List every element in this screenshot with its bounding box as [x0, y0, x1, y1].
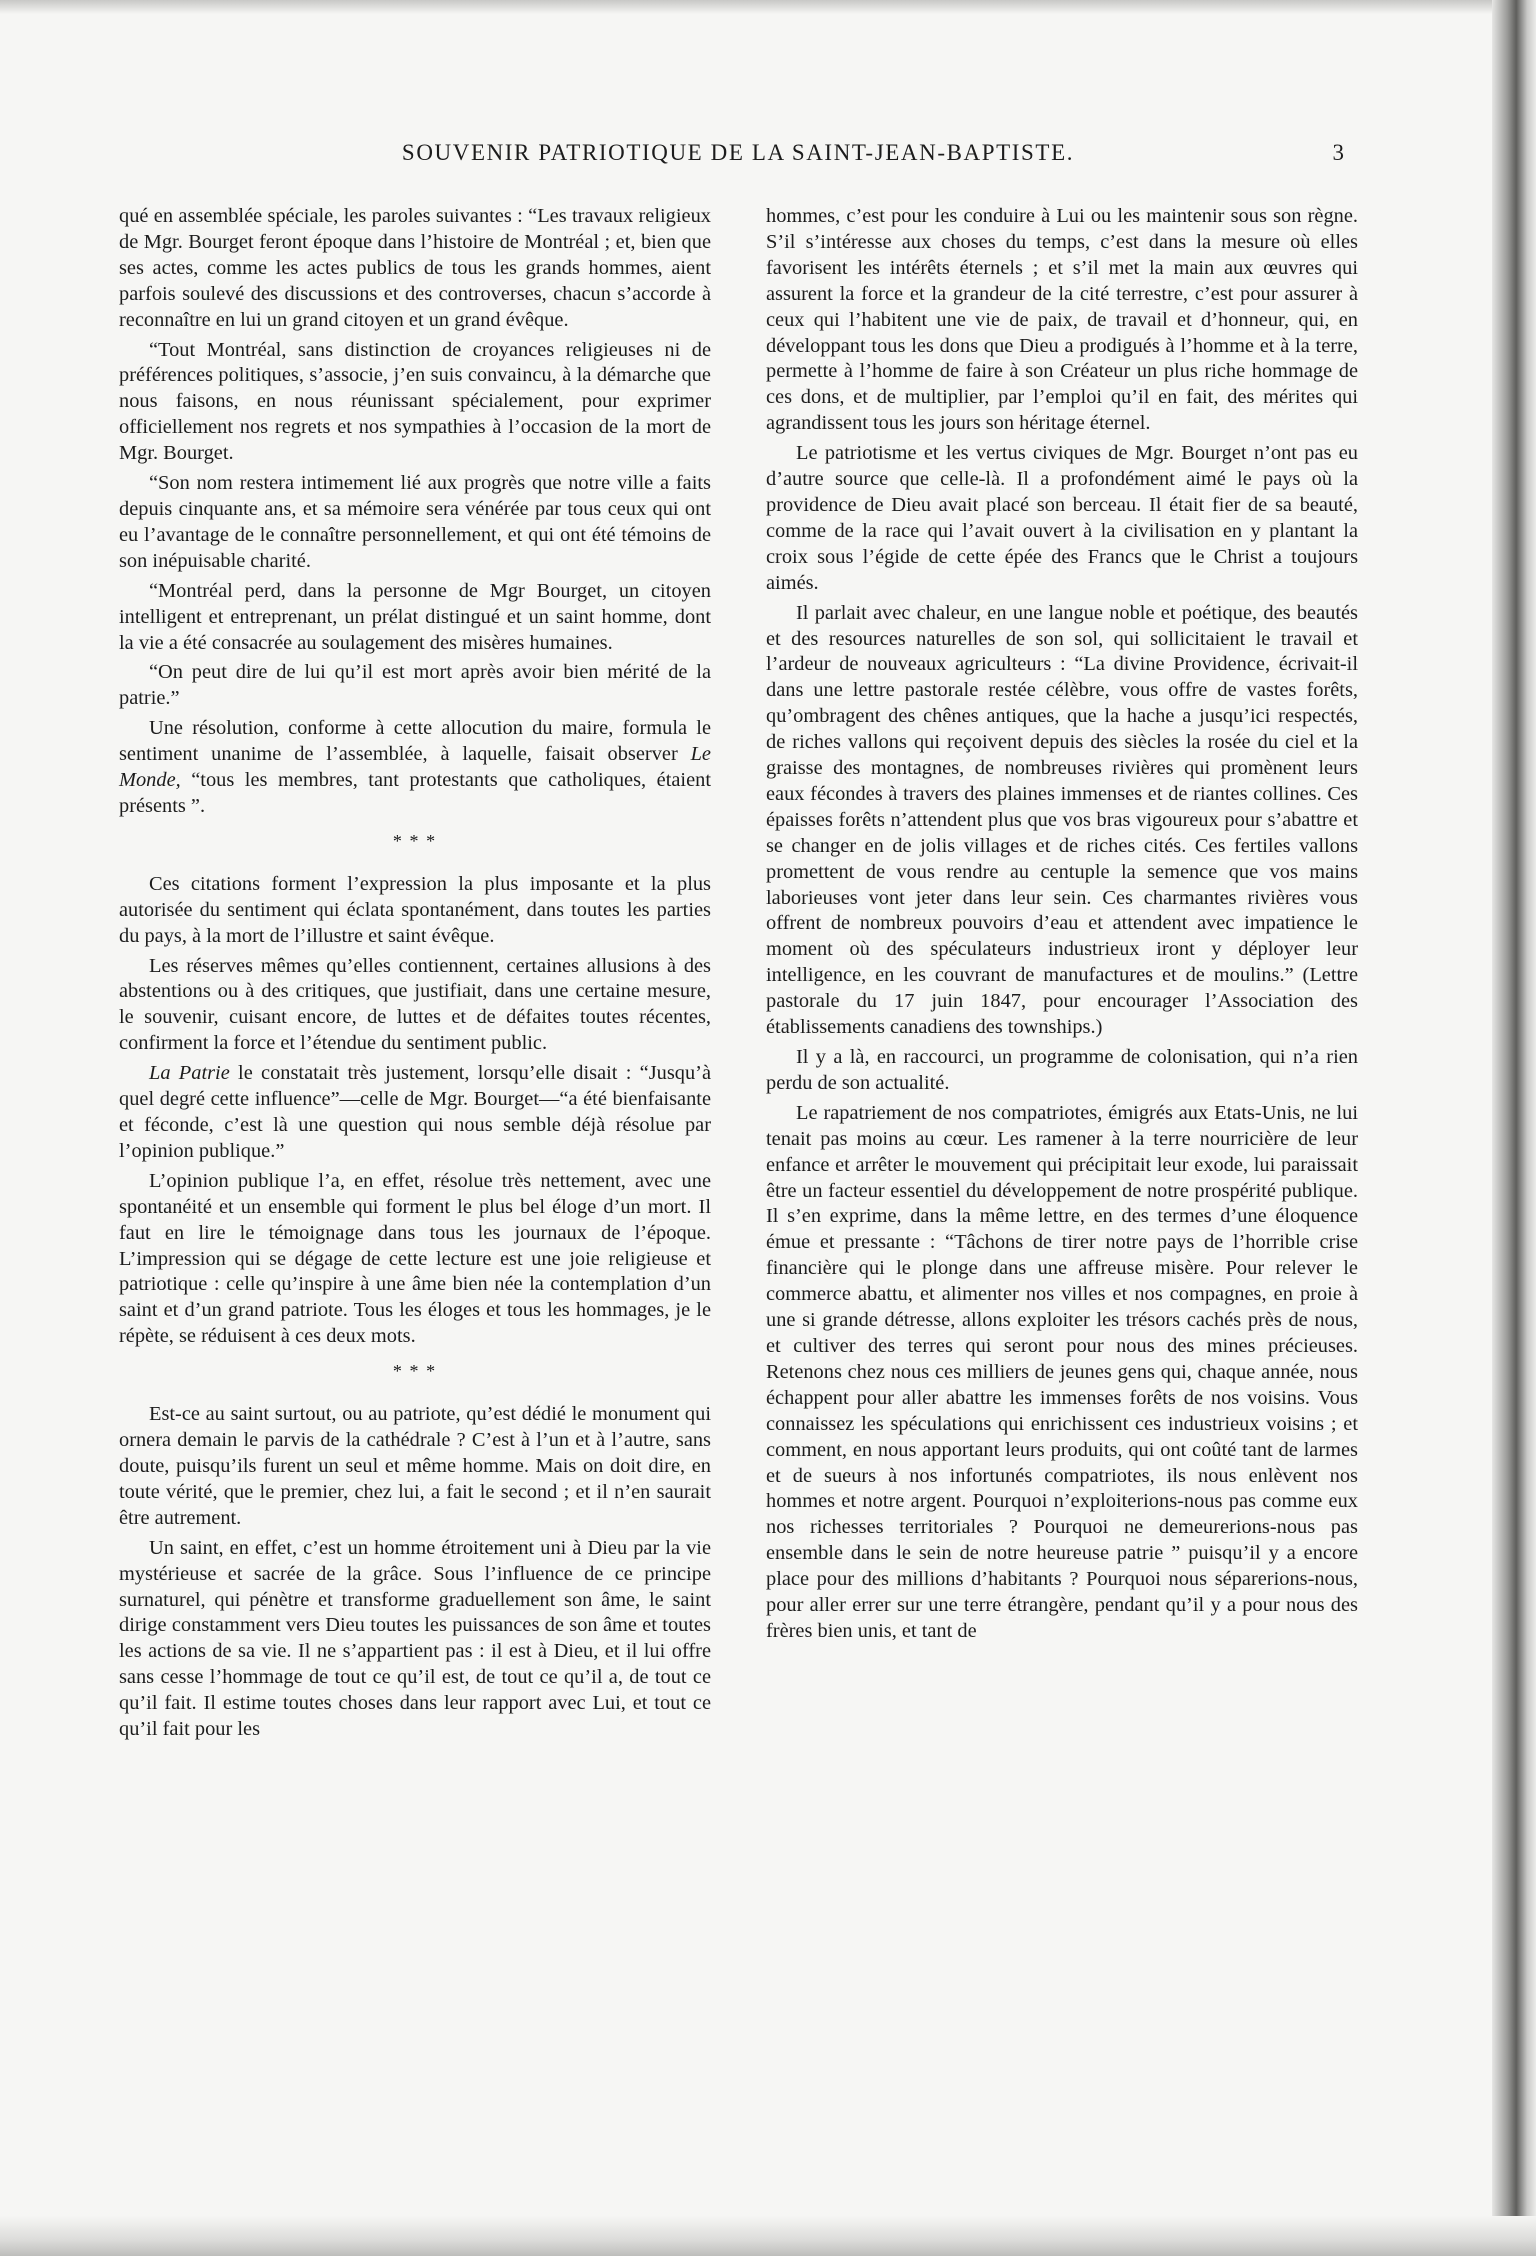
paragraph	[119, 716, 711, 820]
paragraph: “Tout Montréal, sans distinction de croyances religieuses ni de préférences politiques, s’associe, j’en suis convaincu, à la démarche que nous faisons, en nous réunissant spécialement, pour exprimer officiellement nos regrets et nos sympathies à l’occasion de la mort de Mgr. Bourget.	[119, 338, 711, 465]
text-run: “tous les membres, tant protestants que catholiques, étaient présents ”.	[119, 769, 711, 817]
paragraph: hommes, c’est pour les conduire à Lui ou les maintenir sous son règne. S’il s’intéresse aux choses du temps, c’est dans la mesure où elles favorisent les intérêts éternels ; et s’il met la main aux œuvres qui assurent la force et la grandeur de la cité terrestre, c’est pour assurer à ceux qui l’habitent une vie de paix, de travail et d’honneur, qui, en développant tous les dons que Dieu a prodigués à l’homme et à la terre, permette à l’homme de faire à son Créateur un plus riche hommage de ces dons, et de multiplier, par l’emploi qu’il en fait, des mérites qui agrandissent tous les jours son héritage éternel.	[766, 205, 1358, 435]
left-column	[119, 204, 711, 1747]
page-edge-top	[0, 0, 1536, 14]
paragraph: “On peut dire de lui qu’il est mort après avoir bien mérité de la patrie.”	[119, 661, 711, 710]
paragraph: Ces citations forment l’expression la plus imposante et la plus autorisée du sentiment qui éclata spontanément, dans toutes les parties du pays, à la mort de l’illustre et saint évêque.	[119, 872, 711, 947]
section-asterism: * * *	[392, 1361, 438, 1382]
section-asterism: * * *	[392, 830, 438, 851]
paragraph: “Son nom restera intimement lié aux progrès que notre ville a faits depuis cinquante ans, et sa mémoire sera vénérée par tous ceux qui ont eu l’avantage de le connaître personnellement, et qui ont été témoins de son inépuisable charité.	[119, 472, 711, 572]
paragraph: Est-ce au saint surtout, ou au patriote, qu’est dédié le monument qui ornera demain le parvis de la cathédrale ? C’est à l’un et à l’autre, sans doute, puisqu’ils furent un seul et même homme. Mais on doit dire, en toute vérité, que le premier, chez lui, a fait le second ; et il n’en saurait être autrement.	[119, 1403, 711, 1529]
paragraph: “Montréal perd, dans la personne de Mgr Bourget, un citoyen intelligent et entreprenant, un prélat distingué et un saint homme, dont la vie a été consacrée au soulagement des misères humaines.	[119, 579, 711, 654]
text-run: le constatait très justement, lorsqu’elle disait : “Jusqu’à quel degré cette influence”—celle de Mgr. Bourget—“a été bienfaisante et féconde, c’est là une question qui nous semble déjà résolue par l’opinion publique.”	[119, 1062, 711, 1162]
newspaper-title: La Patrie	[149, 1062, 230, 1085]
paragraph	[119, 1061, 711, 1165]
page-edge-right	[1492, 0, 1536, 2256]
paragraph: Il y a là, en raccourci, un programme de colonisation, qui n’a rien perdu de son actualité.	[766, 1046, 1358, 1094]
paragraph: Le rapatriement de nos compatriotes, émigrés aux Etats-Unis, ne lui tenait pas moins au cœur. Les ramener à la terre nourricière de leur enfance et arrêter le mouvement qui précipitait leur exode, lui paraissait être un facteur essentiel du développement de notre prospérité publique. Il s’en exprime, dans la même lettre, en des termes d’une éloquence émue et pressante : “Tâchons de tirer notre pays de l’horrible crise financière qui le plonge dans une affreuse misère. Pour relever le commerce abattu, et alimenter nos villes et nos compagnes, en proie à une si grande détresse, allons exploiter les trésors cachés près de nous, et cultiver des terres qui seront pour nous des mines précieuses. Retenons chez nous ces milliers de jeunes gens qui, chaque année, nous échappent pour aller abattre les immenses forêts de nos voisins. Vous connaissez les spéculations qui enrichissent ces industrieux voisins ; et comment, en nous apportant leurs produits, qui ont coûté tant de larmes et de sueurs à nos infortunés compatriotes, ils nous enlèvent nos hommes et notre argent. Pourquoi n’exploiterions-nous pas comme eux nos richesses territoriales ? Pourquoi ne demeurerions-nous pas ensemble dans le sein de notre heureuse patrie ” puisqu’il y a encore place pour des millions d’habitants ? Pourquoi nous séparerions-nous, pour aller errer sur une terre étrangère, pendant qu’il y a pour nous des frères bien unis, et tant de	[766, 1101, 1358, 1642]
running-header	[118, 140, 1358, 176]
paragraph: L’opinion publique l’a, en effet, résolue très nettement, avec une spontanéité et un ensemble qui forment le plus bel éloge d’un mort. Il faut en lire le témoignage dans tous les journaux de l’époque. L’impression qui se dégage de cette lecture est une joie religieuse et patriotique : celle qu’inspire à une âme bien née la contemplation d’un saint et d’un grand patriote. Tous les éloges et tous les hommages, je le répète, se réduisent à ces deux mots.	[119, 1169, 711, 1348]
text-run: Une résolution, conforme à cette allocution du maire, formula le sentiment unanime de l’assemblée, à laquelle, faisait observer	[119, 717, 711, 766]
paragraph: qué en assemblée spéciale, les paroles suivantes : “Les travaux religieux de Mgr. Bourget feront époque dans l’histoire de Montréal ; et, bien que ses actes, comme les actes publics de tous les grands hommes, aient parfois soulevé des discussions et des controverses, chacun s’accorde à reconnaître en lui un grand citoyen et un grand évêque.	[119, 205, 711, 331]
paragraph: Les réserves mêmes qu’elles contiennent, certaines allusions à des abstentions ou à des critiques, que justifiait, dans une certaine mesure, le souvenir, cuisant encore, de luttes et de défaites toutes récentes, confirment la force et l’étendue du sentiment public.	[119, 954, 711, 1055]
newspaper-title: Le Monde,	[119, 743, 711, 792]
page-number: 3	[1332, 140, 1344, 165]
running-title: SOUVENIR PATRIOTIQUE DE LA SAINT-JEAN-BAPTISTE.	[401, 140, 1075, 165]
paragraph: Il parlait avec chaleur, en une langue noble et poétique, des beautés et des resources naturelles de son sol, qui sollicitaient le travail et l’ardeur de nouveaux agriculteurs : “La divine Providence, écrivait-il dans une lettre pastorale restée célèbre, vous offre de vastes forêts, qu’ombragent des chênes antiques, que la hache a jusqu’ici respectés, de riches vallons qui reçoivent depuis des siècles la rosée du ciel et la graisse des montagnes, de nombreuses rivières qui promènent leurs eaux fécondes à travers des plaines immenses et de riantes collines. Ces épaisses forêts n’attendent plus que vos bras vigoureux pour s’abattre et se changer en de jolis villages et de riches cités. Ces fertiles vallons promettent de vous rendre au centuple la semence que vos mains laborieuses vont jeter dans leur sein. Ces charmantes rivières vous offrent de nombreux pouvoirs d’eau et attendent avec impatience le moment où des spéculateurs industrieux iront y déployer leur intelligence, en les couvrant de manufactures et de moulins.” (Lettre pastorale du 17 juin 1847, pour encourager l’Association des établissements canadiens des townships.)	[766, 601, 1358, 1039]
page-edge-bottom	[0, 2216, 1536, 2256]
paragraph: Un saint, en effet, c’est un homme étroitement uni à Dieu par la vie mystérieuse et sacrée de la grâce. Sous l’influence de ce principe surnaturel, qui pénètre et transforme graduellement son âme, le saint dirige constamment vers Dieu toutes les puissances de son âme et toutes les actions de sa vie. Il ne s’appartient pas : il est à Dieu, et il lui offre sans cesse l’hommage de tout ce qu’il est, de tout ce qu’il a, de tout ce qu’il fait. Il estime toutes choses dans leur rapport avec Lui, et tout ce qu’il fait pour les	[119, 1536, 711, 1741]
right-column	[766, 204, 1358, 1649]
paragraph: Le patriotisme et les vertus civiques de Mgr. Bourget n’ont pas eu d’autre source que celle-là. Il a profondément aimé le pays où la providence de Dieu avait placé son berceau. Il était fier de sa beauté, comme de la race qui l’avait ouvert à la civilisation en y plantant la croix sous l’égide de cette épée des Francs que le Christ a toujours aimés.	[766, 442, 1358, 594]
